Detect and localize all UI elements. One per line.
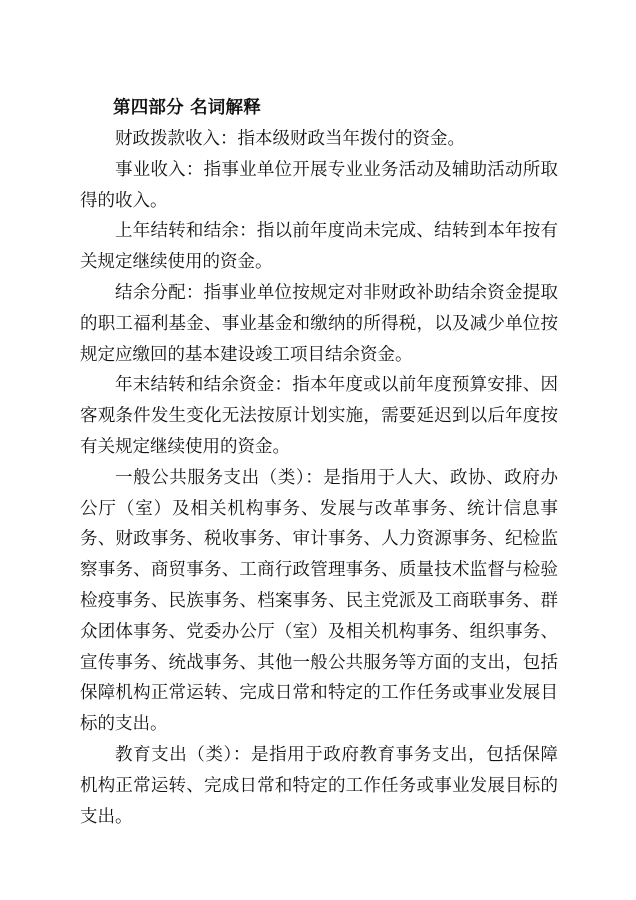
definition-paragraph: 财政拨款收入：指本级财政当年拨付的资金。 <box>115 129 465 149</box>
definition-paragraph: 年末结转和结余资金：指本年度或以前年度预算安排、因客观条件发生变化无法按原计划实施，需要延迟到以后年度按有关规定继续使用的资金。 <box>80 375 558 457</box>
definition-paragraph: 一般公共服务支出（类）：是指用于人大、政协、政府办公厅（室）及相关机构事务、发展与改革事务、统计信息事务、财政事务、税收事务、审计事务、人力资源事务、纪检监察事务、商贸事务、工商行政管理事务、质量技术监督与检验检疫事务、民族事务、档案事务、民主党派及工商联事务、群众团体事务、党委办公厅（室）及相关机构事务、组织事务、宣传事务、统战事务、其他一般公共服务等方面的支出，包括保障机构正常运转、完成日常和特定的工作任务或事业发展目标的支出。 <box>80 467 558 735</box>
definition-paragraph: 上年结转和结余：指以前年度尚未完成、结转到本年按有关规定继续使用的资金。 <box>80 221 558 273</box>
section-heading: 第四部分 名词解释 <box>113 98 261 118</box>
definition-paragraph: 教育支出（类）：是指用于政府教育事务支出，包括保障机构正常运转、完成日常和特定的工作任务或事业发展目标的支出。 <box>80 744 558 827</box>
definition-paragraph: 事业收入：指事业单位开展专业业务活动及辅助活动所取得的收入。 <box>80 159 558 211</box>
definition-paragraph: 结余分配：指事业单位按规定对非财政补助结余资金提取的职工福利基金、事业基金和缴纳的所得税，以及减少单位按规定应缴回的基本建设竣工项目结余资金。 <box>80 282 558 365</box>
document-body <box>80 92 558 832</box>
